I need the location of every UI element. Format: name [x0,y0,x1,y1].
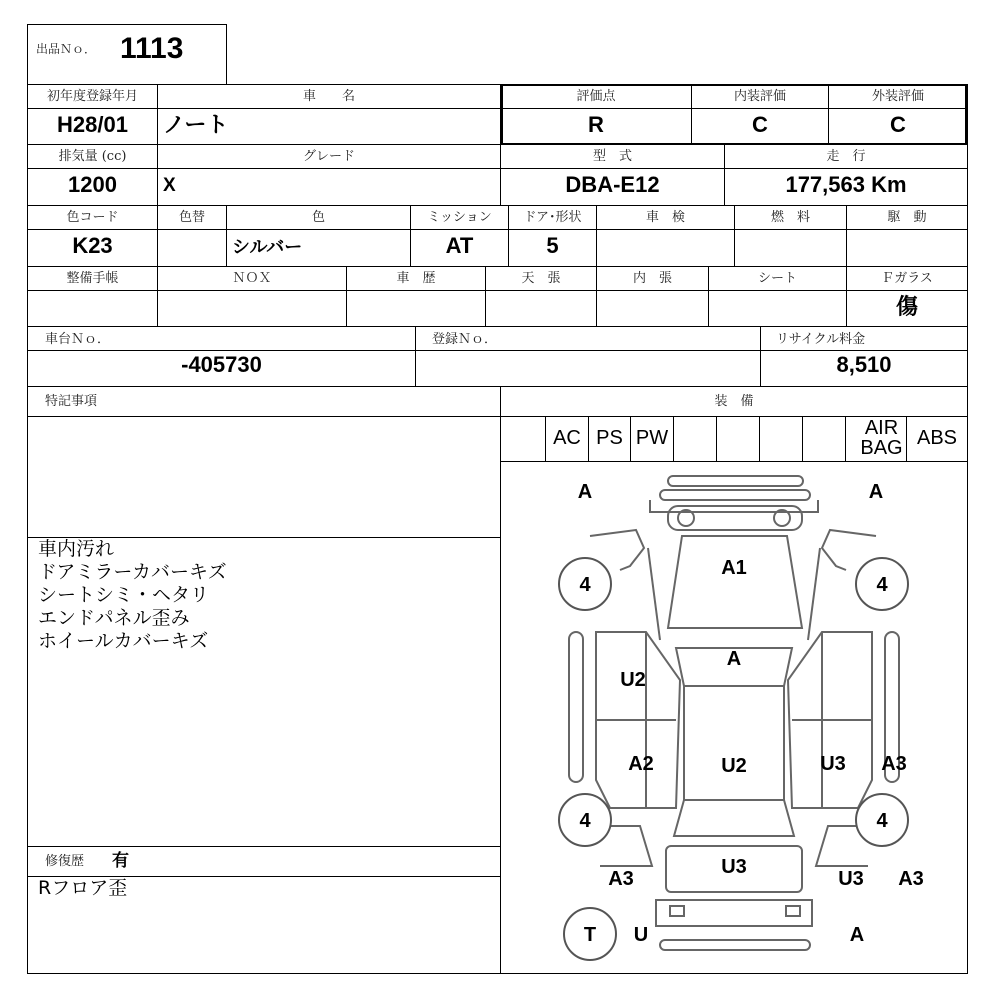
exterior-label: 外装評価 [871,89,924,104]
tire-front-left: 4 [579,574,591,596]
note-line: ホイールカバーキズ [38,630,209,652]
tire-rear-right: 4 [876,810,888,832]
mission-label: ミッション [427,210,492,225]
mark-rear-right: A [849,924,865,946]
tire-front-right: 4 [876,574,888,596]
displacement-label: 排気量 (cc) [58,149,127,164]
note-line: 車内汚れ [38,538,115,560]
mark-right-quarter-a: A3 [898,868,924,890]
nox-label: ＮＯＸ [232,271,272,286]
color-label: 色 [311,210,325,225]
mileage-value: 177,563 Km [785,172,907,197]
fuel-label: 燃 料 [770,210,810,225]
seat-label: シート [757,271,797,286]
mark-trunk: U3 [721,856,747,878]
exhibit-number: 1113 [120,32,184,65]
f-glass-label: Ｆガラス [881,271,933,286]
score-label: 評価点 [576,89,616,104]
grade-value: X [163,175,176,196]
door-value: 5 [546,233,559,258]
spare-tire: T [583,924,597,946]
mark-front-right: A [868,481,884,503]
registration-label: 登録Ｎｏ． [432,332,498,347]
color-code-value: K23 [72,233,113,258]
mark-rear-left: U [633,924,649,946]
recycle-value: 8,510 [836,352,892,377]
exhibit-label: 出品Ｎｏ． [36,42,97,56]
equip-ac: AC [553,427,581,449]
model-value: DBA-E12 [565,172,660,197]
interior-trim-label: 内 張 [632,271,672,286]
color-change-label: 色替 [178,210,205,225]
repair-history-value: 有 [112,851,129,870]
grade-label: グレード [302,149,355,164]
drive-label: 駆 動 [887,210,927,225]
repair-history-label: 修復歴 [45,854,85,869]
color-code-label: 色コード [66,210,119,225]
displacement-value: 1200 [68,172,117,197]
roof-label: 天 張 [521,271,561,286]
model-label: 型 式 [592,149,632,164]
car-diagram [501,462,967,974]
mark-hood: A1 [721,557,747,579]
history-label: 車 歴 [396,271,436,286]
note-line: ドアミラーカバーキズ [38,561,227,583]
mark-left-front-door: U2 [620,669,646,691]
exterior-value: C [890,112,906,137]
mark-right-rear-door: U3 [820,753,846,775]
tire-rear-left: 4 [579,810,591,832]
car-name-value: ノート [163,112,229,137]
mark-front-left: A [577,481,593,503]
mark-windshield: A [726,648,742,670]
equip-ps: PS [596,427,623,449]
mileage-label: 走 行 [826,149,866,164]
equipment-label: 装 備 [714,394,754,409]
first-reg-value: H28/01 [57,112,128,137]
special-notes-label: 特記事項 [45,394,98,409]
car-name-label: 車 名 [302,89,355,104]
recycle-label: リサイクル料金 [776,332,866,347]
note-line: エンドパネル歪み [38,607,190,629]
mission-value: AT [445,233,474,258]
interior-label: 内装評価 [733,89,786,104]
mark-left-rear-door: A2 [628,753,654,775]
equip-abs: ABS [916,427,958,449]
repair-note: Rフロア歪 [38,877,128,899]
chassis-label: 車台Ｎｏ． [45,332,111,347]
mark-right-rear-panel: A3 [881,753,907,775]
mark-left-quarter: A3 [608,868,634,890]
score-value: R [588,112,604,137]
mark-roof: U2 [721,755,747,777]
door-label: ドア･形状 [523,210,582,225]
first-reg-label: 初年度登録年月 [46,89,138,104]
f-glass-value: 傷 [895,294,918,319]
maint-book-label: 整備手帳 [66,271,119,286]
inspection-label: 車 検 [645,210,685,225]
equip-airbag: AIR [864,417,899,439]
equip-airbag: BAG [860,437,903,459]
note-line: シートシミ・ヘタリ [38,584,210,606]
equip-pw: PW [635,427,669,449]
chassis-value: -405730 [181,352,262,377]
color-value: シルバー [232,237,303,257]
mark-right-quarter-u: U3 [838,868,864,890]
interior-value: C [752,112,768,137]
